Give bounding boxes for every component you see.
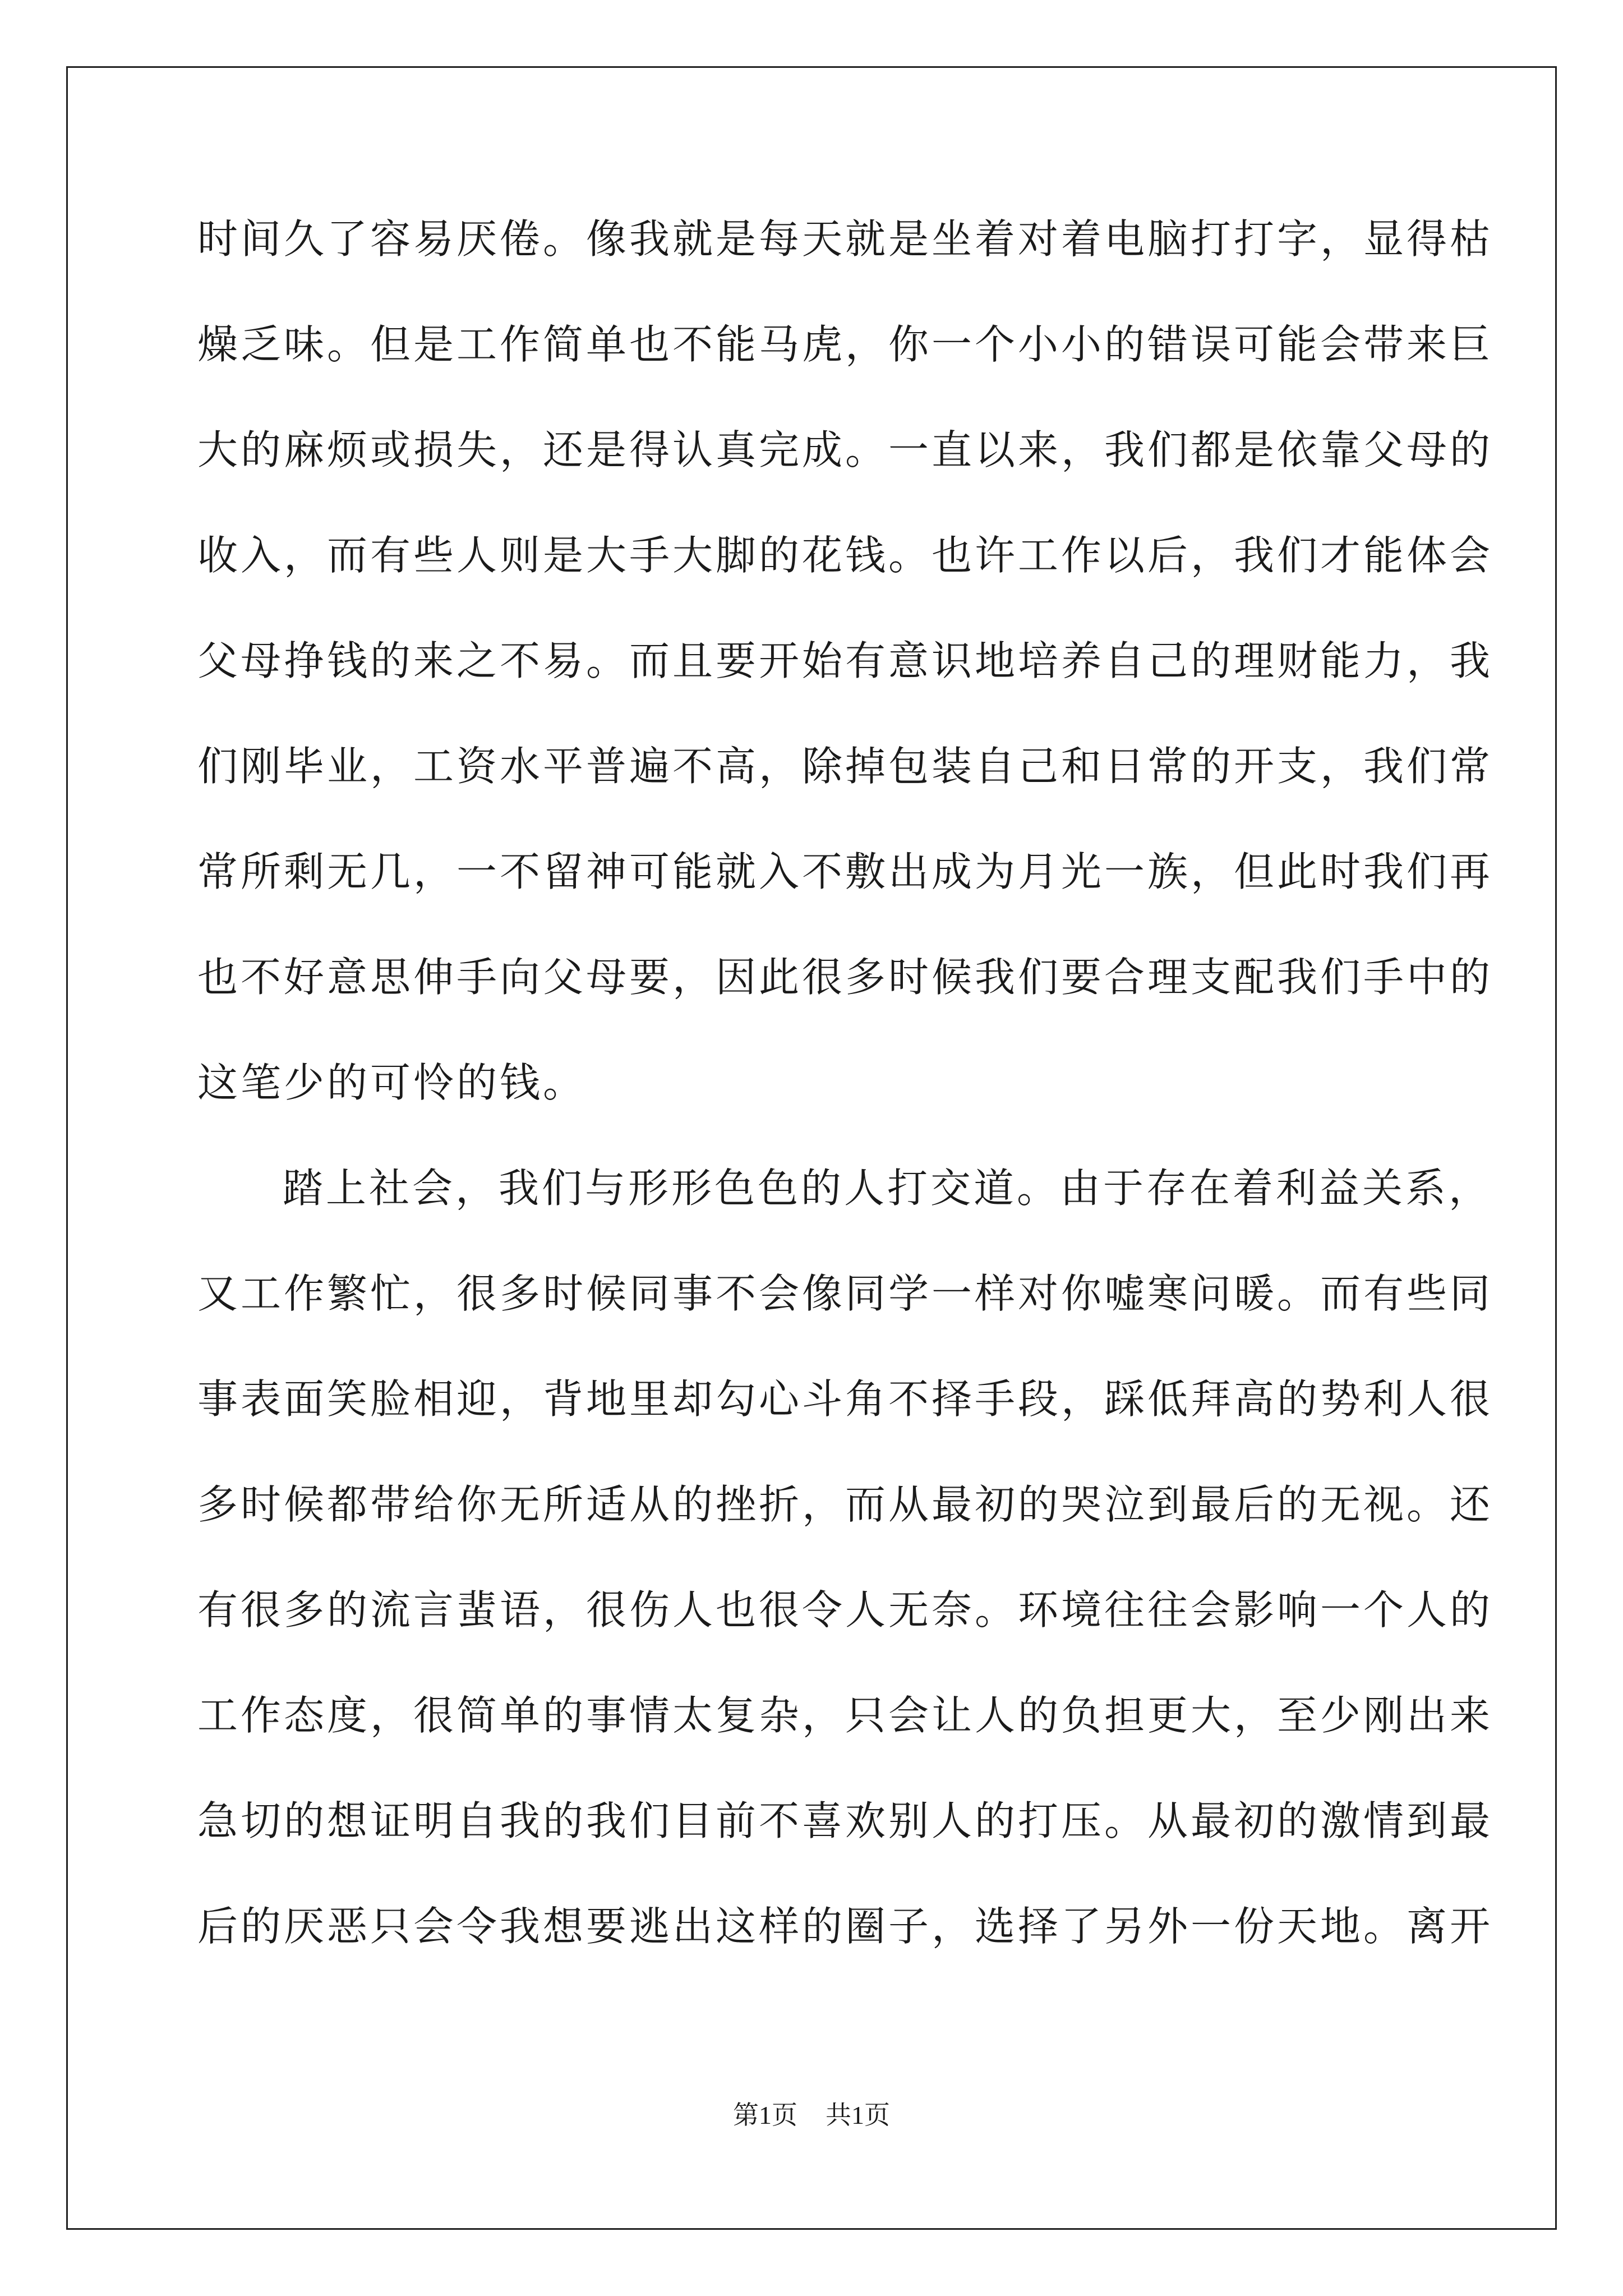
body-line: 后的厌恶只会令我想要逃出这样的圈子，选择了另外一份天地。离开 — [197, 1903, 1493, 1950]
paragraph-end-line: 这笔少的可怜的钱。 — [197, 1059, 587, 1106]
body-line: 有很多的流言蜚语，很伤人也很令人无奈。环境往往会影响一个人的 — [197, 1586, 1493, 1634]
body-line: 们刚毕业，工资水平普遍不高，除掉包装自己和日常的开支，我们常 — [197, 743, 1493, 790]
body-line: 燥乏味。但是工作简单也不能马虎，你一个小小的错误可能会带来巨 — [197, 321, 1493, 368]
document-body — [197, 215, 1493, 2012]
body-line: 常所剩无几，一不留神可能就入不敷出成为月光一族，但此时我们再 — [197, 848, 1493, 895]
body-line: 多时候都带给你无所适从的挫折，而从最初的哭泣到最后的无视。还 — [197, 1481, 1493, 1528]
body-line: 时间久了容易厌倦。像我就是每天就是坐着对着电脑打打字，显得枯 — [197, 215, 1493, 263]
body-line: 急切的想证明自我的我们目前不喜欢别人的打压。从最初的激情到最 — [197, 1797, 1493, 1844]
paragraph-start-line: 踏上社会，我们与形形色色的人打交道。由于存在着利益关系， — [283, 1165, 1492, 1212]
page-total: 共1页 — [826, 2101, 890, 2129]
body-line: 事表面笑脸相迎，背地里却勾心斗角不择手段，踩低拜高的势利人很 — [197, 1375, 1493, 1423]
body-line: 工作态度，很简单的事情太复杂，只会让人的负担更大，至少刚出来 — [197, 1692, 1493, 1739]
body-line: 大的麻烦或损失，还是得认真完成。一直以来，我们都是依靠父母的 — [197, 426, 1493, 473]
body-line: 收入，而有些人则是大手大脚的花钱。也许工作以后，我们才能体会 — [197, 532, 1493, 579]
page-number: 第1页 — [733, 2101, 797, 2129]
body-line: 也不好意思伸手向父母要，因此很多时候我们要合理支配我们手中的 — [197, 954, 1493, 1001]
page-footer — [0, 2095, 1623, 2132]
body-line: 又工作繁忙，很多时候同事不会像同学一样对你嘘寒问暖。而有些同 — [197, 1270, 1493, 1317]
body-line: 父母挣钱的来之不易。而且要开始有意识地培养自己的理财能力，我 — [197, 637, 1493, 684]
